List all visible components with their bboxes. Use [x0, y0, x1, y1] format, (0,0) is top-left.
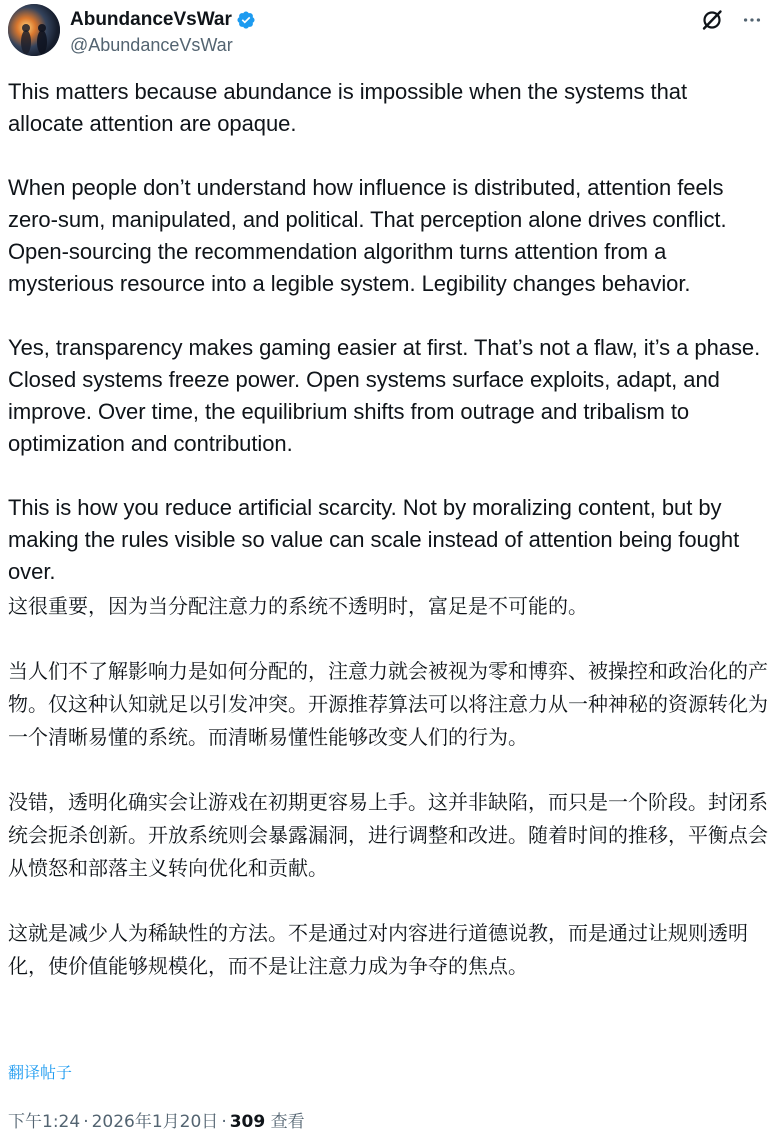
post-time[interactable]: 下午1:24 — [8, 1112, 81, 1132]
post-paragraph-zh-3: 没错，透明化确实会让游戏在初期更容易上手。这并非缺陷，而只是一个阶段。封闭系统会扼杀创新。开放系统则会暴露漏洞，进行调整和改进。随着时间的推移，平衡点会从愤怒和部落主义转向优化和贡献。 — [8, 790, 768, 880]
verified-badge-icon[interactable] — [236, 10, 256, 30]
post-paragraph-zh-1: 这很重要，因为当分配注意力的系统不透明时，富足是不可能的。 — [8, 594, 588, 618]
display-name[interactable]: AbundanceVsWar — [70, 9, 232, 30]
post-paragraph-en-1: This matters because abundance is impossible when the systems that allocate attention are opaque. — [8, 79, 688, 136]
post-header — [8, 4, 766, 58]
author-info — [70, 8, 256, 56]
avatar[interactable] — [8, 4, 60, 56]
post-paragraph-zh-2: 当人们不了解影响力是如何分配的，注意力就会被视为零和博弈、被操控和政治化的产物。仅这种认知就足以引发冲突。开源推荐算法可以将注意力从一种神秘的资源转化为一个清晰易懂的系统。而清晰易懂性能够改变人们的行为。 — [8, 659, 768, 749]
post-paragraph-en-3: Yes, transparency makes gaming easier at first. That’s not a flaw, it’s a phase. Closed systems freeze power. Open systems surface exploits, adapt, and improve. Over time, the equilibrium shifts from outrage and tribalism to optimization and contribution. — [8, 335, 761, 456]
meta-separator-2: · — [221, 1112, 227, 1132]
display-name-row — [70, 8, 256, 32]
post-date[interactable]: 2026年1月20日 — [91, 1112, 219, 1132]
post-meta — [8, 1107, 305, 1132]
grok-icon[interactable] — [698, 6, 726, 34]
post-paragraph-en-4: This is how you reduce artificial scarcity. Not by moralizing content, but by making the rules visible so value can scale instead of attention being fought over. — [8, 495, 740, 584]
more-horizontal-icon[interactable] — [738, 6, 766, 34]
views-label: 查看 — [270, 1112, 305, 1132]
post-paragraph-zh-4: 这就是减少人为稀缺性的方法。不是通过对内容进行道德说教，而是通过让规则透明化，使价值能够规模化，而不是让注意力成为争夺的焦点。 — [8, 921, 748, 978]
post-text — [8, 76, 768, 983]
header-actions — [698, 6, 766, 34]
translate-post-link[interactable]: 翻译帖子 — [8, 1063, 73, 1082]
views-count: 309 — [229, 1112, 266, 1132]
post-paragraph-en-2: When people don’t understand how influence is distributed, attention feels zero-sum, manipulated, and political. That perception alone drives conflict. Open-sourcing the recommendation algorithm turns attention from a mysterious resource into a legible system. Legibility changes behavior. — [8, 175, 727, 296]
meta-separator: · — [83, 1112, 89, 1132]
author-handle[interactable]: @AbundanceVsWar — [70, 35, 233, 55]
avatar-image — [8, 4, 60, 56]
